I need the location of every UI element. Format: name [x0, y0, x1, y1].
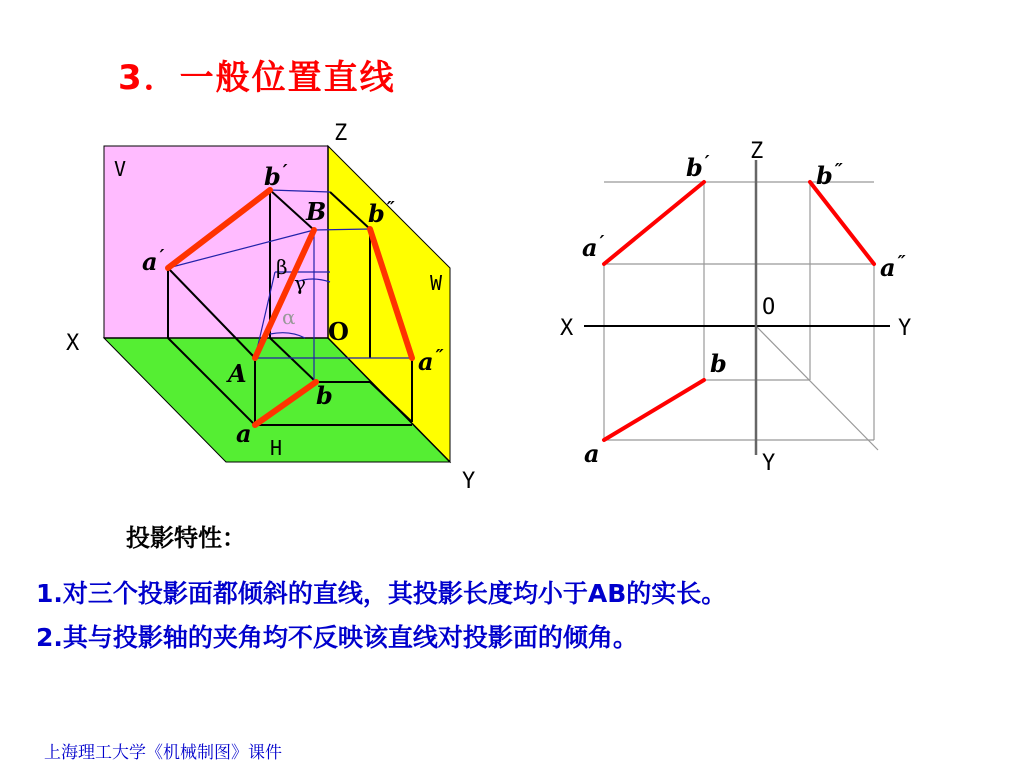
- beta-label: β: [276, 255, 288, 279]
- proj-axis-y-bottom-label: Y: [762, 451, 776, 476]
- proj-axis-y-right-label: Y: [898, 316, 912, 341]
- b-prime-label: b ′: [264, 161, 288, 191]
- origin-label: O: [328, 317, 349, 346]
- page-title: 3．一般位置直线: [118, 58, 396, 98]
- axis-z-label: Z: [334, 121, 348, 146]
- proj-a-label: a: [584, 439, 600, 468]
- proj-b-label: b: [710, 349, 727, 378]
- a-h-label: a: [236, 419, 252, 448]
- b-h-label: b: [316, 381, 333, 410]
- property-item-2: 2.其与投影轴的夹角均不反映该直线对投影面的倾角。: [36, 623, 638, 652]
- proj-axis-x-label: X: [560, 316, 574, 341]
- axis-x-label: X: [66, 331, 80, 356]
- a-prime-label: a ′: [142, 246, 165, 276]
- plane-v-label: V: [114, 157, 127, 181]
- proj-origin-label: O: [762, 295, 776, 320]
- plane-w-label: W: [430, 271, 443, 295]
- b-dprime-label: b ″: [368, 198, 395, 228]
- point-a-label: A: [228, 359, 247, 388]
- proj-a-dprime-label: a ″: [880, 252, 906, 282]
- properties-heading: 投影特性：: [126, 524, 246, 552]
- axis-y-label: Y: [462, 469, 476, 494]
- property-item-1: 1.对三个投影面都倾斜的直线，其投影长度均小于AB的实长。: [36, 579, 727, 608]
- proj-b-prime-label: b ′: [686, 152, 710, 182]
- a-dprime-label: a ″: [418, 346, 444, 376]
- plane-h-label: H: [270, 436, 283, 460]
- proj-axis-z-label: Z: [750, 139, 764, 164]
- point-b-label: B: [306, 197, 327, 226]
- alpha-label: α: [282, 305, 296, 329]
- proj-b-dprime-label: b ″: [816, 160, 843, 190]
- footer-credit: 上海理工大学《机械制图》课件: [44, 743, 282, 763]
- gamma-label: γ: [294, 271, 306, 295]
- proj-a-prime-label: a ′: [582, 232, 605, 262]
